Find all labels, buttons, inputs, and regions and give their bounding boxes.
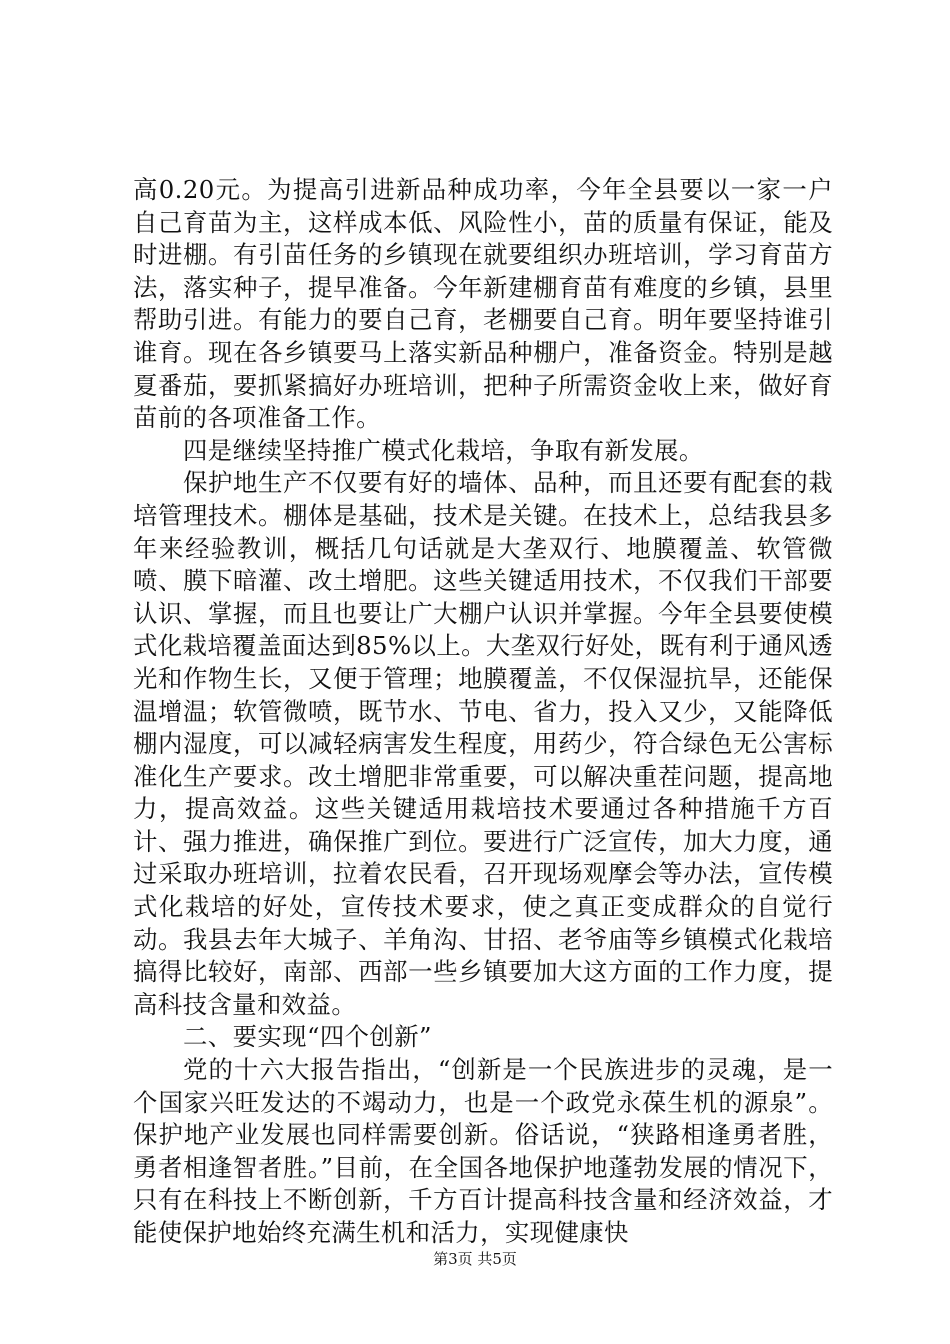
page-number-footer: 第3页 共5页	[433, 1250, 517, 1268]
paragraph-point-four-heading: 四是继续坚持推广模式化栽培，争取有新发展。	[183, 435, 704, 465]
paragraph-cultivation-techniques: 保护地生产不仅要有好的墙体、品种，而且还要有配套的栽培管理技术。棚体是基础，技术是关键。在技术上，总结我县多年来经验教训，概括几句话就是大垄双行、地膜覆盖、软管微喷、膜下暗灌、改土增肥。这些关键适用技术，不仅我们干部要认识、掌握，而且也要让广大棚户认识并掌握。今年全县要使模式化栽培覆盖面达到85%以上。大垄双行好处，既有利于通风透光和作物生长，又便于管理；地膜覆盖，不仅保湿抗旱，还能保温增温；软管微喷，既节水、节电、省力，投入又少，又能降低棚内湿度，可以减轻病害发生程度，用药少，符合绿色无公害标准化生产要求。改土增肥非常重要，可以解决重茬问题，提高地力，提高效益。这些关键适用栽培技术要通过各种措施千方百计、强力推进，确保推广到位。要进行广泛宣传，加大力度，通过采取办班培训，拉着农民看，召开现场观摩会等办法，宣传模式化栽培的好处，宣传技术要求，使之真正变成群众的自觉行动。我县去年大城子、羊角沟、甘招、老爷庙等乡镇模式化栽培搞得比较好，南部、西部一些乡镇要加大这方面的工作力度，提高科技含量和效益。	[133, 468, 833, 1019]
document-body	[133, 174, 833, 1250]
paragraph-seedling-continuation: 高0.20元。为提高引进新品种成功率，今年全县要以一家一户自己育苗为主，这样成本低、风险性小，苗的质量有保证，能及时进棚。有引苗任务的乡镇现在就要组织办班培训，学习育苗方法，落实种子，提早准备。今年新建棚育苗有难度的乡镇，县里帮助引进。有能力的要自己育，老棚要自己育。明年要坚持谁引谁育。现在各乡镇要马上落实新品种棚户，准备资金。特别是越夏番茄，要抓紧搞好办班培训，把种子所需资金收上来，做好育苗前的各项准备工作。	[133, 175, 833, 433]
paragraph-innovation-report: 党的十六大报告指出，“创新是一个民族进步的灵魂，是一个国家兴旺发达的不竭动力，也是一个政党永葆生机的源泉”。保护地产业发展也同样需要创新。俗话说，“狭路相逢勇者胜，勇者相逢智者胜。”目前，在全国各地保护地蓬勃发展的情况下，只有在科技上不断创新，千方百计提高科技含量和经济效益，才能使保护地始终充满生机和活力，实现健康快	[133, 1055, 833, 1247]
section-heading-four-innovations: 二、要实现“四个创新”	[183, 1022, 432, 1052]
